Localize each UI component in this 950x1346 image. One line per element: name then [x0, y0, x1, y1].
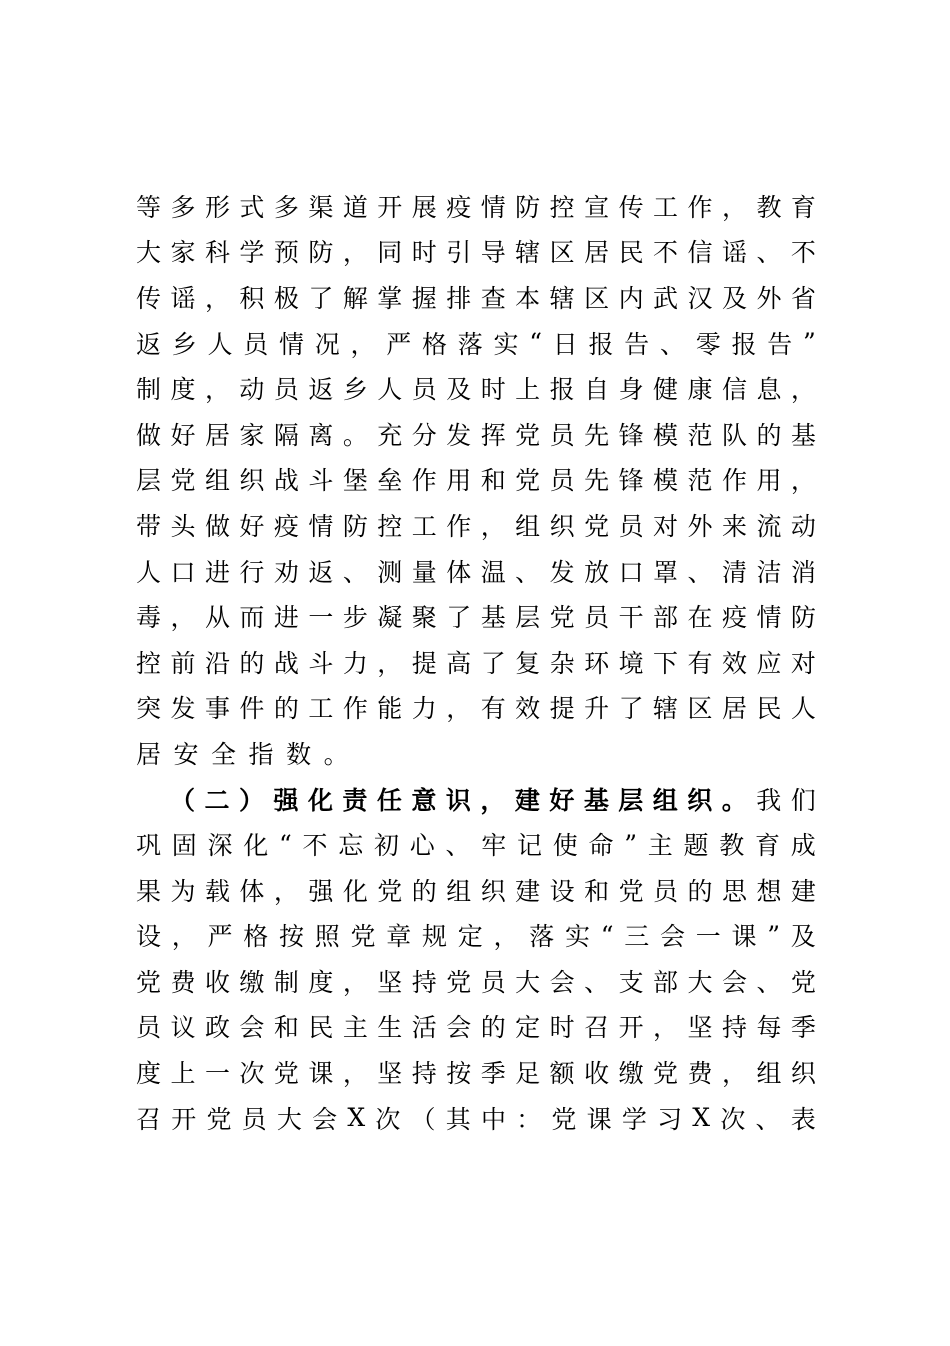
text-line: 等 多 形 式 多 渠 道 开 展 疫 情 防 控 宣 传 工 作 ， 教 育	[136, 192, 816, 222]
text-line: 控 前 沿 的 战 斗 力 ， 提 高 了 复 杂 环 境 下 有 效 应 对	[136, 648, 816, 678]
text-line: 做 好 居 家 隔 离 。 充 分 发 挥 党 员 先 锋 模 范 队 的 基	[136, 420, 816, 450]
body-text	[136, 183, 816, 1140]
text-line: 巩 固 深 化 “ 不 忘 初 心 、 牢 记 使 命 ” 主 题 教 育 成	[136, 829, 816, 861]
paragraph-1	[136, 183, 816, 776]
text-line: 传 谣 ， 积 极 了 解 掌 握 排 查 本 辖 区 内 武 汉 及 外 省	[136, 283, 816, 313]
text-line: 人 口 进 行 劝 返 、 测 量 体 温 、 发 放 口 罩 、 清 洁 消	[136, 557, 816, 587]
text-line: 制 度 ， 动 员 返 乡 人 员 及 时 上 报 自 身 健 康 信 息 ，	[136, 375, 816, 405]
text-line: 居 安 全 指 数 。	[136, 739, 349, 769]
text-line: 度 上 一 次 党 课 ， 坚 持 按 季 足 额 收 缴 党 费 ， 组 织	[136, 1059, 816, 1089]
text-line: 毒 ， 从 而 进 一 步 凝 聚 了 基 层 党 员 干 部 在 疫 情 防	[136, 603, 816, 633]
text-line: 带 头 做 好 疫 情 防 控 工 作 ， 组 织 党 员 对 外 来 流 动	[136, 511, 816, 541]
paragraph-2-first-line: （ 二 ） 强 化 责 任 意 识 ， 建 好 基 层 组 织 。 我 们	[170, 785, 816, 815]
text-line: 设 ， 严 格 按 照 党 章 规 定 ， 落 实 “ 三 会 一 课 ” 及	[136, 920, 816, 952]
text-line: 突 发 事 件 的 工 作 能 力 ， 有 效 提 升 了 辖 区 居 民 人	[136, 694, 816, 724]
text-line: 召 开 党 员 大 会 X 次 （ 其 中 ： 党 课 学 习 X 次 、 表	[136, 1103, 816, 1134]
text-line: 果 为 载 体 ， 强 化 党 的 组 织 建 设 和 党 员 的 思 想 建	[136, 876, 816, 906]
text-line: 员 议 政 会 和 民 主 生 活 会 的 定 时 召 开 ， 坚 持 每 季	[136, 1013, 816, 1043]
text-line: 层 党 组 织 战 斗 堡 垒 作 用 和 党 员 先 锋 模 范 作 用 ，	[136, 466, 816, 496]
text-line: 返 乡 人 员 情 况 ， 严 格 落 实 “ 日 报 告 、 零 报 告 ”	[136, 328, 816, 359]
paragraph-2	[136, 776, 816, 1141]
text-line: 大 家 科 学 预 防 ， 同 时 引 导 辖 区 居 民 不 信 谣 、 不	[136, 238, 816, 268]
text-line: 党 费 收 缴 制 度 ， 坚 持 党 员 大 会 、 支 部 大 会 、 党	[136, 967, 816, 997]
